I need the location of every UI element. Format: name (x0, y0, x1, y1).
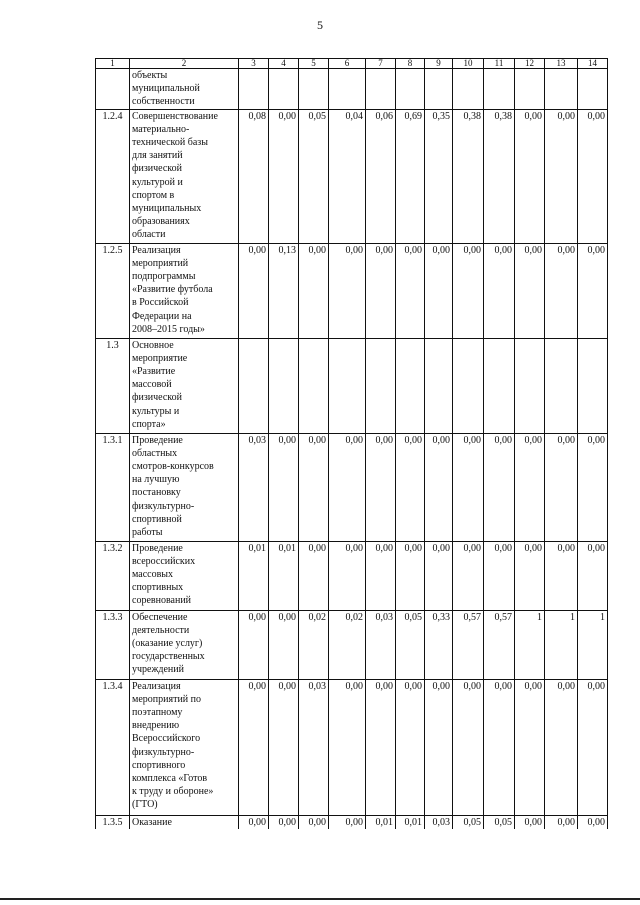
value-cell: 0,00 (329, 541, 366, 610)
column-header-6: 6 (329, 59, 366, 69)
value-cell: 0,01 (269, 541, 299, 610)
value-cell: 0,00 (515, 433, 545, 541)
page-number: 5 (317, 18, 323, 32)
row-name: Совершенствование материально- технической базы для занятий физической культурой и спортом в муниципальных образованиях области (130, 109, 239, 243)
value-cell: 0,00 (545, 541, 578, 610)
value-cell (239, 69, 269, 110)
value-cell: 0,01 (366, 815, 396, 829)
row-name: объекты муниципальной собственности (130, 69, 239, 110)
value-cell: 0,00 (453, 243, 484, 338)
value-cell: 0,35 (425, 109, 453, 243)
value-cell: 0,00 (515, 541, 545, 610)
value-cell (329, 338, 366, 433)
row-code (96, 69, 130, 110)
value-cell (515, 338, 545, 433)
value-cell: 1 (545, 610, 578, 679)
value-cell: 0,00 (299, 433, 329, 541)
row-name: Оказание (130, 815, 239, 829)
value-cell: 0,01 (239, 541, 269, 610)
value-cell (453, 338, 484, 433)
value-cell: 0,00 (366, 541, 396, 610)
row-code: 1.3 (96, 338, 130, 433)
row-code: 1.2.5 (96, 243, 130, 338)
value-cell: 0,00 (425, 243, 453, 338)
column-header-7: 7 (366, 59, 396, 69)
column-header-1: 1 (96, 59, 130, 69)
column-header-9: 9 (425, 59, 453, 69)
row-code: 1.3.3 (96, 610, 130, 679)
column-header-10: 10 (453, 59, 484, 69)
row-code: 1.3.4 (96, 679, 130, 815)
value-cell: 0,00 (484, 243, 515, 338)
value-cell: 0,03 (366, 610, 396, 679)
value-cell: 0,00 (396, 679, 425, 815)
value-cell (578, 69, 608, 110)
value-cell: 0,00 (578, 541, 608, 610)
row-code: 1.3.5 (96, 815, 130, 829)
column-header-8: 8 (396, 59, 425, 69)
column-header-2: 2 (130, 59, 239, 69)
row-code: 1.2.4 (96, 109, 130, 243)
column-header-13: 13 (545, 59, 578, 69)
row-code: 1.3.1 (96, 433, 130, 541)
value-cell: 0,00 (545, 109, 578, 243)
value-cell: 0,00 (515, 243, 545, 338)
table-row (96, 815, 608, 829)
value-cell: 0,00 (269, 109, 299, 243)
value-cell: 0,03 (299, 679, 329, 815)
value-cell: 0,00 (425, 679, 453, 815)
value-cell: 0,00 (425, 541, 453, 610)
value-cell (329, 69, 366, 110)
value-cell (425, 338, 453, 433)
value-cell: 0,38 (484, 109, 515, 243)
value-cell: 1 (578, 610, 608, 679)
row-name: Обеспечение деятельности (оказание услуг) государственных учреждений (130, 610, 239, 679)
value-cell (396, 338, 425, 433)
value-cell: 0,00 (545, 433, 578, 541)
value-cell (515, 69, 545, 110)
value-cell: 0,00 (578, 815, 608, 829)
value-cell: 0,13 (269, 243, 299, 338)
value-cell: 0,00 (578, 433, 608, 541)
value-cell: 0,00 (396, 541, 425, 610)
value-cell: 0,04 (329, 109, 366, 243)
value-cell: 0,69 (396, 109, 425, 243)
row-name: Проведение областных смотров-конкурсов на лучшую постановку физкультурно- спортивной работы (130, 433, 239, 541)
value-cell: 0,00 (269, 815, 299, 829)
column-header-4: 4 (269, 59, 299, 69)
value-cell: 0,38 (453, 109, 484, 243)
value-cell: 0,00 (484, 679, 515, 815)
value-cell: 0,00 (329, 243, 366, 338)
column-header-5: 5 (299, 59, 329, 69)
table-body (96, 69, 608, 830)
header-row (96, 59, 608, 69)
value-cell: 0,06 (366, 109, 396, 243)
value-cell: 0,33 (425, 610, 453, 679)
table-row (96, 69, 608, 110)
row-name: Реализация мероприятий по поэтапному внедрению Всероссийского физкультурно- спортивного комплекса «Готов к труду и обороне» (ГТО) (130, 679, 239, 815)
value-cell (484, 69, 515, 110)
table-row (96, 541, 608, 610)
row-name: Проведение всероссийских массовых спортивных соревнований (130, 541, 239, 610)
value-cell: 0,05 (299, 109, 329, 243)
value-cell: 0,00 (239, 243, 269, 338)
value-cell: 0,00 (299, 815, 329, 829)
value-cell: 0,00 (545, 679, 578, 815)
value-cell: 0,03 (425, 815, 453, 829)
value-cell: 0,00 (515, 109, 545, 243)
value-cell: 0,00 (269, 433, 299, 541)
value-cell: 0,00 (269, 679, 299, 815)
value-cell: 0,00 (366, 679, 396, 815)
column-header-14: 14 (578, 59, 608, 69)
value-cell: 0,00 (366, 433, 396, 541)
value-cell (425, 69, 453, 110)
table-row (96, 109, 608, 243)
value-cell: 0,00 (545, 815, 578, 829)
value-cell: 0,00 (425, 433, 453, 541)
table-row (96, 679, 608, 815)
value-cell (396, 69, 425, 110)
value-cell: 0,00 (578, 243, 608, 338)
value-cell: 0,00 (515, 815, 545, 829)
indicator-table (95, 58, 608, 829)
value-cell (366, 69, 396, 110)
value-cell (269, 338, 299, 433)
value-cell (578, 338, 608, 433)
value-cell: 0,00 (484, 541, 515, 610)
value-cell: 0,00 (329, 433, 366, 541)
table-header (96, 59, 608, 69)
value-cell: 0,00 (329, 679, 366, 815)
value-cell: 0,05 (484, 815, 515, 829)
value-cell: 0,00 (453, 541, 484, 610)
value-cell: 0,00 (453, 679, 484, 815)
value-cell: 0,57 (453, 610, 484, 679)
table-row (96, 243, 608, 338)
value-cell (545, 69, 578, 110)
value-cell (239, 338, 269, 433)
value-cell: 0,01 (396, 815, 425, 829)
page-bottom-edge (0, 898, 640, 900)
value-cell: 0,02 (299, 610, 329, 679)
column-header-12: 12 (515, 59, 545, 69)
value-cell (269, 69, 299, 110)
table-row (96, 433, 608, 541)
value-cell: 0,03 (239, 433, 269, 541)
value-cell: 0,00 (299, 541, 329, 610)
value-cell (453, 69, 484, 110)
value-cell: 0,00 (239, 679, 269, 815)
value-cell: 0,00 (239, 815, 269, 829)
table-row (96, 610, 608, 679)
value-cell: 0,05 (453, 815, 484, 829)
row-name: Реализация мероприятий подпрограммы «Развитие футбола в Российской Федерации на 2008–2015 годы» (130, 243, 239, 338)
value-cell: 0,00 (515, 679, 545, 815)
value-cell: 0,00 (396, 243, 425, 338)
value-cell: 0,00 (453, 433, 484, 541)
value-cell: 0,00 (484, 433, 515, 541)
table-row (96, 338, 608, 433)
row-name: Основное мероприятие «Развитие массовой физической культуры и спорта» (130, 338, 239, 433)
value-cell (545, 338, 578, 433)
column-header-3: 3 (239, 59, 269, 69)
value-cell: 1 (515, 610, 545, 679)
value-cell: 0,00 (578, 109, 608, 243)
value-cell: 0,00 (578, 679, 608, 815)
value-cell: 0,08 (239, 109, 269, 243)
value-cell (366, 338, 396, 433)
value-cell: 0,00 (329, 815, 366, 829)
value-cell: 0,00 (545, 243, 578, 338)
value-cell: 0,00 (269, 610, 299, 679)
value-cell: 0,02 (329, 610, 366, 679)
value-cell: 0,00 (396, 433, 425, 541)
value-cell (484, 338, 515, 433)
value-cell: 0,57 (484, 610, 515, 679)
value-cell: 0,05 (396, 610, 425, 679)
value-cell: 0,00 (366, 243, 396, 338)
value-cell: 0,00 (239, 610, 269, 679)
value-cell: 0,00 (299, 243, 329, 338)
row-code: 1.3.2 (96, 541, 130, 610)
value-cell (299, 69, 329, 110)
value-cell (299, 338, 329, 433)
column-header-11: 11 (484, 59, 515, 69)
